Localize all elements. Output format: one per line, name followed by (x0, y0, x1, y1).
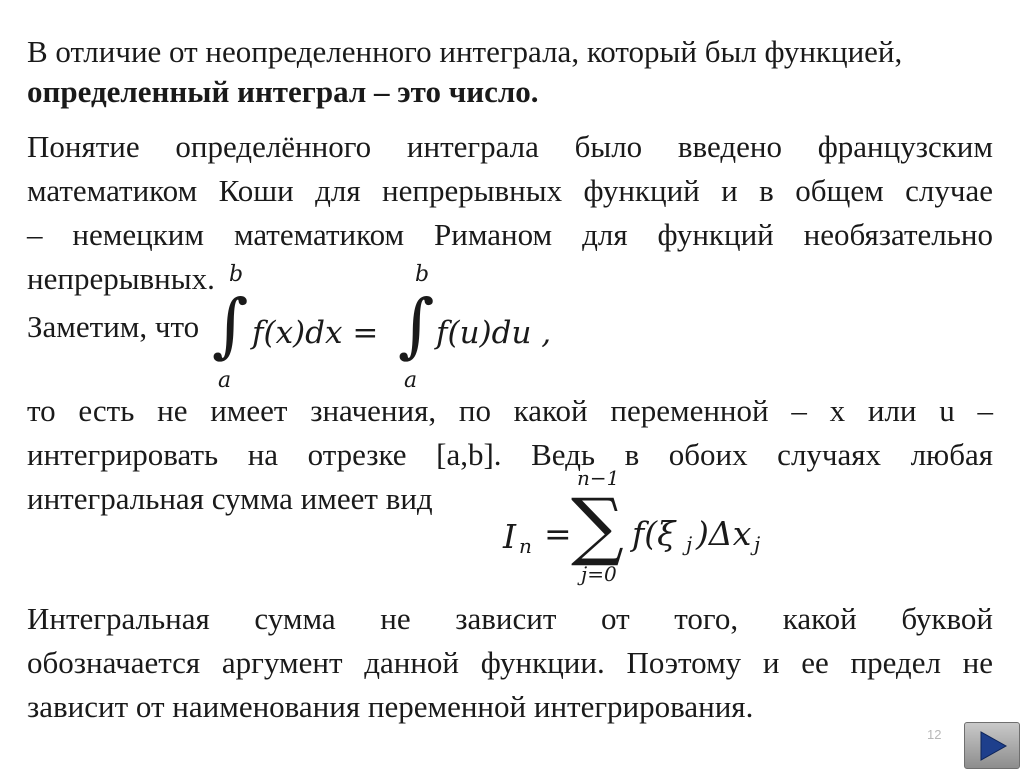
sum-lower-limit: j=0 (581, 562, 617, 586)
sum-term-f-xi: f(ξ (632, 514, 676, 553)
paragraph2-line-3: интегральная сумма имеет вид (27, 481, 433, 516)
sum-lhs-subscript: n (519, 534, 532, 558)
next-slide-button[interactable] (964, 722, 1020, 769)
paragraph1-line-1: Понятие определённого интеграла было введено французским (27, 129, 993, 164)
slide-number: 12 (927, 727, 942, 742)
left-lower-limit: a (218, 368, 232, 393)
paragraph1-line-3: – немецким математиком Риманом для функций необязательно (27, 217, 993, 252)
play-triangle-icon (965, 723, 1019, 768)
sum-equals-sign: = (544, 514, 572, 553)
sum-lhs-I: I (503, 517, 517, 556)
intro-line-1: В отличие от неопределенного интеграла, который был функцией, (27, 34, 903, 69)
left-integrand: f(x)dx = (252, 315, 379, 351)
left-upper-limit: b (229, 262, 244, 287)
sum-term-delta-x: )Δx (696, 514, 752, 553)
paragraph2-line-1: то есть не имеет значения, по какой переменной – x или u – (27, 393, 993, 428)
right-integral-sign: ∫ (398, 284, 435, 366)
paragraph3-line-3: зависит от наименования переменной интегрирования. (27, 689, 754, 724)
sum-term-x-subscript: j (754, 532, 761, 556)
paragraph3-line-1: Интегральная сумма не зависит от того, какой буквой (27, 601, 993, 636)
equality-lead-text: Заметим, что (27, 309, 200, 344)
sum-term-xi-subscript: j (686, 532, 693, 556)
right-upper-limit: b (415, 262, 430, 287)
sigma-sign: ∑ (571, 483, 624, 569)
right-lower-limit: a (404, 368, 418, 393)
intro-line-2-bold: определенный интеграл – это число. (27, 74, 539, 109)
right-integrand: f(u)du , (436, 315, 552, 351)
paragraph1-line-2: математиком Коши для непрерывных функций и в общем случае (27, 173, 993, 208)
left-integral-sign: ∫ (212, 284, 249, 366)
paragraph2-line-2: интегрировать на отрезке [a,b]. Ведь в обоих случаях любая (27, 437, 993, 472)
paragraph1-line-4: непрерывных. (27, 261, 215, 296)
sum-upper-limit: n−1 (577, 466, 620, 490)
paragraph3-line-2: обозначается аргумент данной функции. Поэтому и ее предел не (27, 645, 993, 680)
